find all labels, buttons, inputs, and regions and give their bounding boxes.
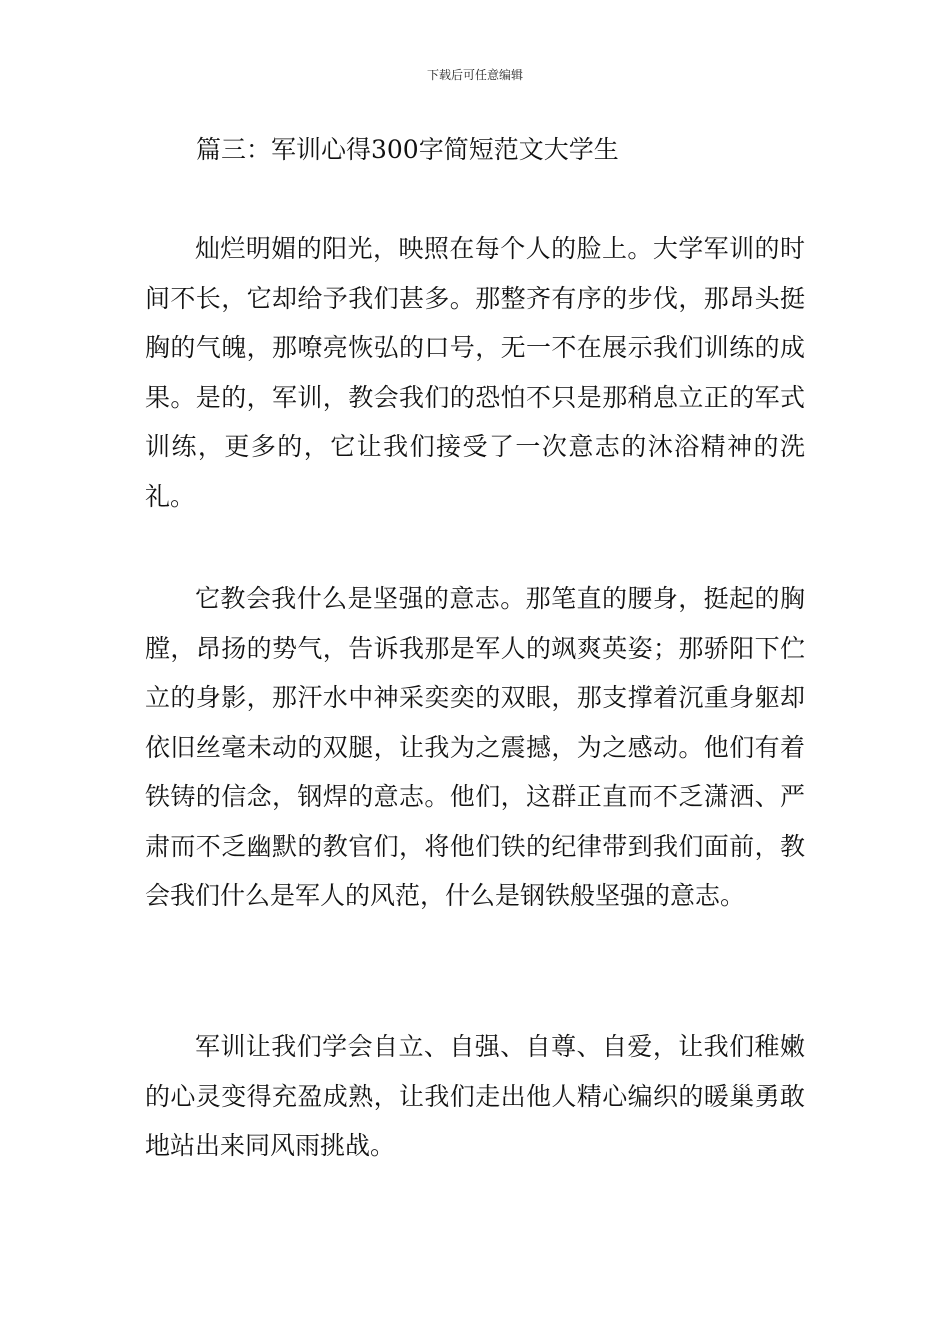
paragraph-1: 灿烂明媚的阳光，映照在每个人的脸上。大学军训的时间不长，它却给予我们甚多。那整齐有序的步伐，那昂头挺胸的气魄，那嘹亮恢弘的口号，无一不在展示我们训练的成果。是的，军训，教会我们的恐怕不只是那稍息立正的军式训练，更多的，它让我们接受了一次意志的沐浴精神的洗礼。 [145,234,805,511]
paragraph-2: 它教会我什么是坚强的意志。那笔直的腰身，挺起的胸膛，昂扬的势气，告诉我那是军人的飒爽英姿；那骄阳下伫立的身影，那汗水中神采奕奕的双眼，那支撑着沉重身躯却依旧丝毫未动的双腿，让我为之震撼，为之感动。他们有着铁铸的信念，钢焊的意志。他们，这群正直而不乏潇洒、严肃而不乏幽默的教官们，将他们铁的纪律带到我们面前，教会我们什么是军人的风范，什么是钢铁般坚强的意志。 [145,584,805,910]
header-note: 下载后可任意编辑 [426,68,523,82]
paragraph-3: 军训让我们学会自立、自强、自尊、自爱，让我们稚嫩的心灵变得充盈成熟，让我们走出他人精心编织的暖巢勇敢地站出来同风雨挑战。 [145,1032,805,1160]
document-title: 篇三：军训心得300字简短范文大学生 [196,135,619,164]
